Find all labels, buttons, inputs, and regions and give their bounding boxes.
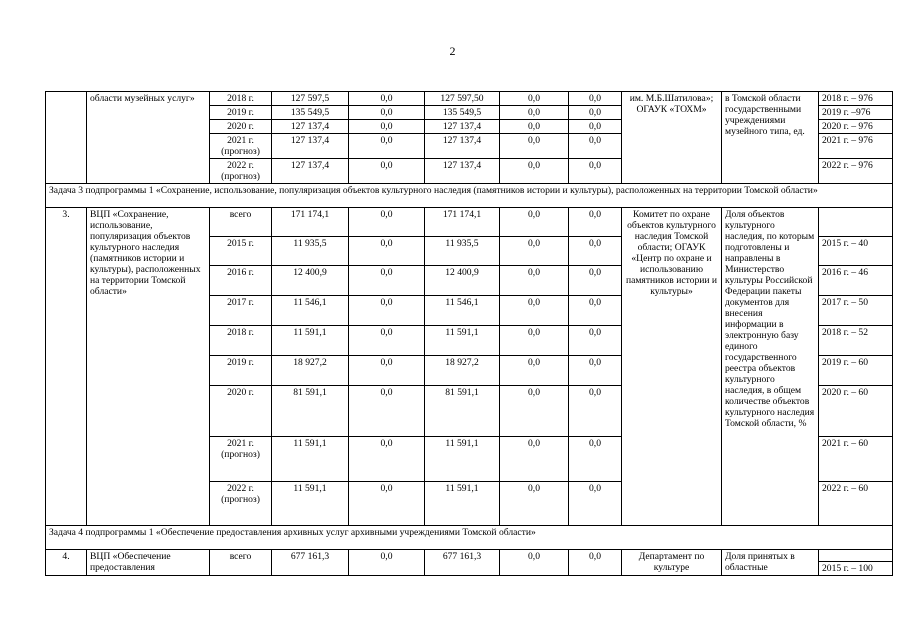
indicator-cell: 2020 г. – 60 xyxy=(819,386,893,437)
other-cell: 0,0 xyxy=(569,266,622,296)
total-cell: 11 935,5 xyxy=(272,237,349,266)
indicator-cell: 2022 г. – 60 xyxy=(819,482,893,526)
total-cell: 11 591,1 xyxy=(272,482,349,526)
other-cell: 0,0 xyxy=(569,120,622,134)
total-cell: 127 597,5 xyxy=(272,92,349,106)
federal-cell: 0,0 xyxy=(349,159,425,184)
other-cell: 0,0 xyxy=(569,134,622,159)
year-cell: 2021 г. (прогноз) xyxy=(210,134,272,159)
row-number-cell: 4. xyxy=(46,550,87,576)
total-cell: 11 591,1 xyxy=(272,326,349,356)
year-cell: 2017 г. xyxy=(210,296,272,326)
total-cell: 135 549,5 xyxy=(272,106,349,120)
federal-cell: 0,0 xyxy=(349,120,425,134)
other-cell: 0,0 xyxy=(569,296,622,326)
regional-cell: 127 137,4 xyxy=(425,159,500,184)
indicator-cell xyxy=(819,208,893,237)
year-cell: 2022 г. (прогноз) xyxy=(210,482,272,526)
regional-cell: 81 591,1 xyxy=(425,386,500,437)
local-cell: 0,0 xyxy=(500,134,569,159)
executor-cell: Комитет по охране объектов культурного наследия Томской области; ОГАУК «Центр по охране и использованию памятников истории и культуры» xyxy=(622,208,722,526)
other-cell: 0,0 xyxy=(569,106,622,120)
local-cell: 0,0 xyxy=(500,482,569,526)
regional-cell: 11 546,1 xyxy=(425,296,500,326)
regional-cell: 127 137,4 xyxy=(425,120,500,134)
indicator-cell: 2017 г. – 50 xyxy=(819,296,893,326)
executor-cell: им. М.Б.Шатилова»; ОГАУК «ТОХМ» xyxy=(622,92,722,184)
task-row xyxy=(46,526,893,550)
total-cell: 12 400,9 xyxy=(272,266,349,296)
row-number-cell: 3. xyxy=(46,208,87,526)
federal-cell: 0,0 xyxy=(349,266,425,296)
local-cell: 0,0 xyxy=(500,208,569,237)
regional-cell: 11 591,1 xyxy=(425,482,500,526)
local-cell: 0,0 xyxy=(500,437,569,482)
federal-cell: 0,0 xyxy=(349,550,425,576)
indicator-cell xyxy=(819,550,893,562)
program-name-cell: области музейных услуг» xyxy=(87,92,210,184)
local-cell: 0,0 xyxy=(500,266,569,296)
year-cell: всего xyxy=(210,208,272,237)
table-row xyxy=(46,208,893,237)
regional-cell: 127 597,50 xyxy=(425,92,500,106)
federal-cell: 0,0 xyxy=(349,386,425,437)
local-cell: 0,0 xyxy=(500,326,569,356)
total-cell: 127 137,4 xyxy=(272,159,349,184)
page-number: 2 xyxy=(449,44,456,58)
table-row xyxy=(46,92,893,106)
regional-cell: 11 591,1 xyxy=(425,437,500,482)
local-cell: 0,0 xyxy=(500,120,569,134)
regional-cell: 12 400,9 xyxy=(425,266,500,296)
other-cell: 0,0 xyxy=(569,437,622,482)
indicator-cell: 2022 г. – 976 xyxy=(819,159,893,184)
local-cell: 0,0 xyxy=(500,550,569,576)
total-cell: 81 591,1 xyxy=(272,386,349,437)
regional-cell: 127 137,4 xyxy=(425,134,500,159)
indicator-cell: 2019 г. –976 xyxy=(819,106,893,120)
other-cell: 0,0 xyxy=(569,92,622,106)
task-row xyxy=(46,184,893,208)
other-cell: 0,0 xyxy=(569,356,622,386)
indicator-cell: 2015 г. – 40 xyxy=(819,237,893,266)
federal-cell: 0,0 xyxy=(349,296,425,326)
federal-cell: 0,0 xyxy=(349,482,425,526)
executor-cell: Департамент по культуре xyxy=(622,550,722,576)
regional-cell: 11 591,1 xyxy=(425,326,500,356)
task-3-heading: Задача 3 подпрограммы 1 «Сохранение, использование, популяризация объектов культурного наследия (памятников истории и культуры), расположенных на территории Томской области» xyxy=(46,184,893,208)
year-cell: всего xyxy=(210,550,272,576)
year-cell: 2019 г. xyxy=(210,356,272,386)
goal-cell: Доля принятых в областные xyxy=(722,550,819,576)
task-4-heading: Задача 4 подпрограммы 1 «Обеспечение предоставления архивных услуг архивными учреждениями Томской области» xyxy=(46,526,893,550)
year-cell: 2018 г. xyxy=(210,326,272,356)
year-cell: 2015 г. xyxy=(210,237,272,266)
regional-cell: 11 935,5 xyxy=(425,237,500,266)
table-row xyxy=(46,550,893,562)
local-cell: 0,0 xyxy=(500,106,569,120)
federal-cell: 0,0 xyxy=(349,326,425,356)
local-cell: 0,0 xyxy=(500,159,569,184)
total-cell: 127 137,4 xyxy=(272,120,349,134)
total-cell: 677 161,3 xyxy=(272,550,349,576)
year-cell: 2021 г. (прогноз) xyxy=(210,437,272,482)
local-cell: 0,0 xyxy=(500,386,569,437)
local-cell: 0,0 xyxy=(500,356,569,386)
indicator-cell: 2016 г. – 46 xyxy=(819,266,893,296)
year-cell: 2022 г. (прогноз) xyxy=(210,159,272,184)
year-cell: 2018 г. xyxy=(210,92,272,106)
goal-cell: Доля объектов культурного наследия, по которым подготовлены и направлены в Министерство культуры Российской Федерации пакеты документов для внесения информации в электронную базу единого государственного реестра объектов культурного наследия, в общем количестве объектов культурного наследия Томской области, % xyxy=(722,208,819,526)
federal-cell: 0,0 xyxy=(349,237,425,266)
goal-cell: в Томской области государственными учреждениями музейного типа, ед. xyxy=(722,92,819,184)
indicator-cell: 2015 г. – 100 xyxy=(819,562,893,576)
program-table xyxy=(45,91,893,576)
federal-cell: 0,0 xyxy=(349,437,425,482)
total-cell: 11 591,1 xyxy=(272,437,349,482)
regional-cell: 677 161,3 xyxy=(425,550,500,576)
other-cell: 0,0 xyxy=(569,159,622,184)
year-cell: 2016 г. xyxy=(210,266,272,296)
total-cell: 127 137,4 xyxy=(272,134,349,159)
other-cell: 0,0 xyxy=(569,550,622,576)
program-name-cell: ВЦП «Сохранение, использование, популяризация объектов культурного наследия (памятников истории и культуры), расположенных на территории Томской области» xyxy=(87,208,210,526)
other-cell: 0,0 xyxy=(569,386,622,437)
indicator-cell: 2021 г. – 976 xyxy=(819,134,893,159)
local-cell: 0,0 xyxy=(500,92,569,106)
federal-cell: 0,0 xyxy=(349,106,425,120)
local-cell: 0,0 xyxy=(500,296,569,326)
indicator-cell: 2018 г. – 976 xyxy=(819,92,893,106)
year-cell: 2020 г. xyxy=(210,120,272,134)
regional-cell: 135 549,5 xyxy=(425,106,500,120)
local-cell: 0,0 xyxy=(500,237,569,266)
other-cell: 0,0 xyxy=(569,482,622,526)
total-cell: 171 174,1 xyxy=(272,208,349,237)
other-cell: 0,0 xyxy=(569,208,622,237)
indicator-cell: 2018 г. – 52 xyxy=(819,326,893,356)
regional-cell: 171 174,1 xyxy=(425,208,500,237)
federal-cell: 0,0 xyxy=(349,134,425,159)
indicator-cell: 2019 г. – 60 xyxy=(819,356,893,386)
federal-cell: 0,0 xyxy=(349,356,425,386)
year-cell: 2020 г. xyxy=(210,386,272,437)
other-cell: 0,0 xyxy=(569,326,622,356)
regional-cell: 18 927,2 xyxy=(425,356,500,386)
total-cell: 18 927,2 xyxy=(272,356,349,386)
program-name-cell: ВЦП «Обеспечение предоставления xyxy=(87,550,210,576)
indicator-cell: 2021 г. – 60 xyxy=(819,437,893,482)
federal-cell: 0,0 xyxy=(349,92,425,106)
other-cell: 0,0 xyxy=(569,237,622,266)
total-cell: 11 546,1 xyxy=(272,296,349,326)
federal-cell: 0,0 xyxy=(349,208,425,237)
indicator-cell: 2020 г. – 976 xyxy=(819,120,893,134)
row-number-cell xyxy=(46,92,87,184)
year-cell: 2019 г. xyxy=(210,106,272,120)
